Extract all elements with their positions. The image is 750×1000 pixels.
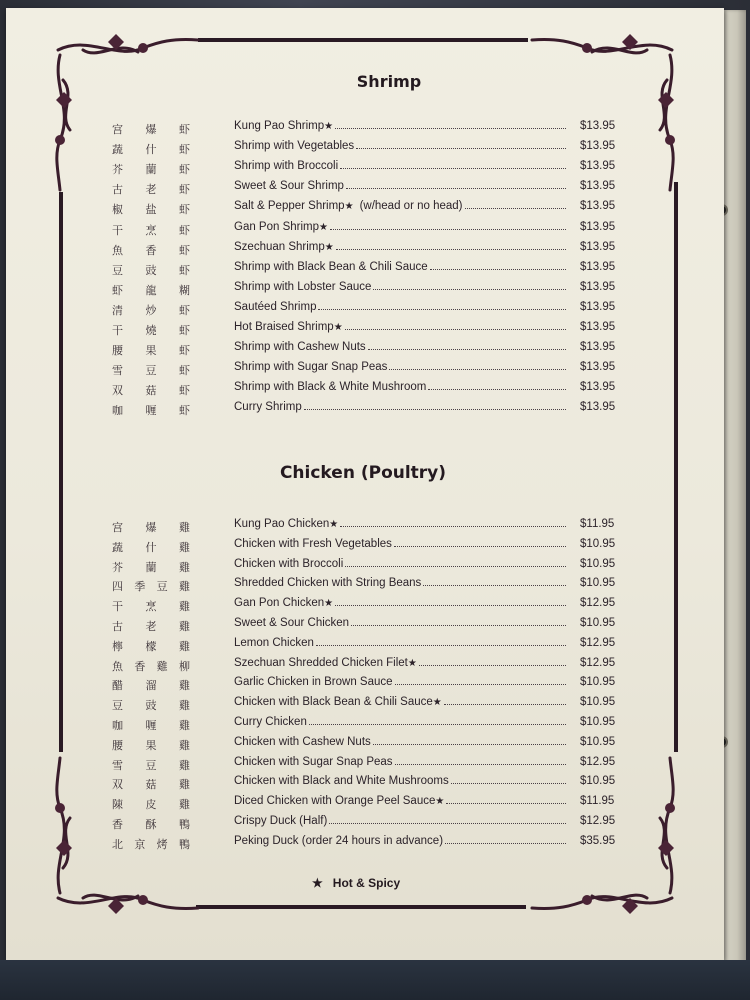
chinese-dish-name: 咖 喱 雞 <box>112 719 190 732</box>
menu-item-row <box>0 833 720 853</box>
spicy-star-icon: ★ <box>324 121 334 132</box>
dotted-leader <box>395 683 566 685</box>
dish-name: Salt & Pepper Shrimp <box>234 200 345 213</box>
dish-price: $13.95 <box>580 361 616 374</box>
dotted-leader <box>340 167 566 169</box>
dish-name: Chicken with Cashew Nuts <box>234 735 371 748</box>
dish-name-line <box>234 815 570 827</box>
dish-price: $13.95 <box>580 381 616 394</box>
dish-name: Chicken with Black and White Mushrooms <box>234 775 449 788</box>
dotted-leader <box>309 723 566 725</box>
dish-name-line <box>234 736 570 748</box>
menu-item-row <box>0 516 720 536</box>
dotted-leader <box>394 545 566 547</box>
dish-name-line <box>234 140 570 152</box>
chinese-dish-name: 干 燒 虾 <box>112 324 190 337</box>
dish-price: $12.95 <box>580 656 616 669</box>
menu-cover-bottom <box>0 960 750 1000</box>
dish-name: Shrimp with Black & White Mushroom <box>234 381 427 394</box>
dish-name: Kung Pao Shrimp <box>234 120 325 132</box>
dish-price: $13.95 <box>580 220 616 233</box>
spicy-legend-label: Hot & Spicy <box>332 876 401 890</box>
dish-name-line <box>234 637 570 649</box>
menu-item-row <box>0 635 720 655</box>
chinese-dish-name: 四 季 豆 雞 <box>112 580 190 594</box>
spicy-star-icon: ★ <box>432 697 442 709</box>
dotted-leader <box>465 207 567 209</box>
menu-item-row <box>0 754 720 774</box>
dish-name-line <box>234 120 570 132</box>
chinese-dish-name: 宫 爆 虾 <box>112 123 190 136</box>
chinese-dish-name: 魚 香 雞 柳 <box>112 659 190 673</box>
dotted-leader <box>335 127 566 129</box>
spicy-star-icon: ★ <box>324 241 334 253</box>
dotted-leader <box>444 703 566 705</box>
dish-name: Diced Chicken with Orange Peel Sauce <box>234 795 436 808</box>
spicy-star-icon: ★ <box>319 221 328 233</box>
dish-price: $12.95 <box>580 755 616 768</box>
chinese-dish-name: 魚 香 虾 <box>112 243 190 257</box>
dish-name-line <box>234 381 570 393</box>
menu-item-row <box>0 595 720 615</box>
spicy-legend <box>312 876 400 890</box>
section-title-shrimp: Shrimp <box>356 72 422 91</box>
dotted-leader <box>340 525 566 527</box>
chinese-dish-name: 蔬 什 雞 <box>112 540 190 554</box>
spicy-star-icon: ★ <box>344 201 354 213</box>
dish-name-line <box>234 756 570 768</box>
dish-price: $35.95 <box>580 834 616 847</box>
dish-name-line <box>234 538 570 550</box>
dish-name-line <box>234 401 570 413</box>
chinese-dish-name: 北 京 烤 鴨 <box>112 837 190 851</box>
menu-item-row <box>0 219 720 239</box>
dish-name: Shrimp with Lobster Sauce <box>234 280 372 293</box>
dish-name: Chicken with Sugar Snap Peas <box>234 755 393 768</box>
dish-name: Chicken with Broccoli <box>234 557 344 570</box>
dish-price: $11.95 <box>580 518 615 530</box>
dish-name-line <box>234 180 570 192</box>
dish-price: $10.95 <box>580 537 616 550</box>
chinese-dish-name: 宫 爆 雞 <box>112 521 190 534</box>
dish-name: Shrimp with Black Bean & Chili Sauce <box>234 260 428 273</box>
dish-name-line <box>234 775 570 787</box>
menu-item-row <box>0 773 720 793</box>
dish-price: $13.95 <box>580 180 616 193</box>
dish-name: Curry Shrimp <box>234 401 302 414</box>
dish-name-line <box>234 281 570 293</box>
dish-price: $10.95 <box>580 676 616 689</box>
dish-name-line <box>234 341 570 353</box>
dish-name-line <box>234 241 570 253</box>
dish-price: $13.95 <box>580 300 616 313</box>
dish-name-line <box>234 518 570 530</box>
dish-name: Lemon Chicken <box>234 636 314 649</box>
spicy-star-icon: ★ <box>312 876 323 890</box>
chinese-dish-name: 雪 豆 雞 <box>112 758 190 772</box>
dish-price: $10.95 <box>580 617 616 629</box>
dish-name-line <box>234 301 570 313</box>
menu-item-row <box>0 556 720 576</box>
dish-price: $13.95 <box>580 321 616 333</box>
menu-item-row <box>0 299 720 319</box>
dish-name-line <box>234 597 570 609</box>
menu-item-row <box>0 536 720 556</box>
page-stack-edge <box>724 10 746 970</box>
spicy-star-icon: ★ <box>407 657 417 669</box>
menu-item-row <box>0 399 720 419</box>
spicy-star-icon: ★ <box>333 322 343 333</box>
dish-price: $10.95 <box>580 775 616 788</box>
menu-item-row <box>0 138 720 158</box>
dish-price: $10.95 <box>580 735 616 748</box>
dotted-leader <box>330 228 566 230</box>
dish-price: $12.95 <box>580 597 616 610</box>
menu-item-row <box>0 198 720 218</box>
dish-name: Szechuan Shredded Chicken Filet <box>234 656 408 669</box>
dotted-leader <box>345 565 566 567</box>
chinese-dish-name: 古 老 雞 <box>112 620 190 633</box>
chinese-dish-name: 咖 喱 虾 <box>112 404 190 418</box>
dish-name-line <box>234 558 570 570</box>
dish-price: $10.95 <box>580 716 616 728</box>
dotted-leader <box>373 288 566 290</box>
chinese-dish-name: 腰 果 雞 <box>112 738 190 752</box>
spicy-star-icon: ★ <box>435 796 445 808</box>
dotted-leader <box>389 368 566 370</box>
dish-name: Sautéed Shrimp <box>234 300 317 313</box>
menu-item-row <box>0 259 720 279</box>
chinese-dish-name: 豆 豉 雞 <box>112 699 190 713</box>
dish-name: Szechuan Shrimp <box>234 240 325 253</box>
dish-price: $10.95 <box>580 577 616 590</box>
dish-price: $13.95 <box>580 401 616 414</box>
dotted-leader <box>445 842 566 844</box>
chinese-dish-name: 芥 蘭 雞 <box>112 560 190 574</box>
dish-name: Shredded Chicken with String Beans <box>234 577 422 590</box>
dish-price: $13.95 <box>580 140 616 153</box>
dish-price: $13.95 <box>580 341 616 354</box>
dish-price: $10.95 <box>580 696 616 709</box>
menu-item-row <box>0 655 720 675</box>
dish-name: Chicken with Black Bean & Chili Sauce <box>234 696 433 709</box>
dish-name-line <box>234 577 570 589</box>
dish-name: Curry Chicken <box>234 716 307 728</box>
dish-name: Gan Pon Shrimp <box>234 220 320 233</box>
dotted-leader <box>423 584 566 586</box>
chinese-dish-name: 雪 豆 虾 <box>112 364 190 378</box>
dish-price: $13.95 <box>580 120 616 132</box>
dotted-leader <box>430 268 566 270</box>
dish-name-line <box>234 321 570 333</box>
chinese-dish-name: 虾 龍 糊 <box>112 283 190 297</box>
dish-name-line <box>234 696 570 708</box>
dotted-leader <box>368 348 566 350</box>
dish-name: Peking Duck (order 24 hours in advance) <box>234 834 444 847</box>
dish-price: $12.95 <box>580 815 616 827</box>
menu-item-row <box>0 813 720 833</box>
menu-item-row <box>0 178 720 198</box>
dish-price: $13.95 <box>580 260 616 273</box>
dish-name: Sweet & Sour Chicken <box>234 617 350 629</box>
chinese-dish-name: 醋 溜 雞 <box>112 679 190 693</box>
dish-name: Crispy Duck (Half) <box>234 815 328 827</box>
chinese-dish-name: 双 菇 虾 <box>112 384 190 398</box>
chinese-dish-name: 双 菇 雞 <box>112 778 190 792</box>
dish-note: (w/head or no head) <box>359 200 463 213</box>
chinese-dish-name: 干 烹 雞 <box>112 600 190 614</box>
dotted-leader <box>373 743 566 745</box>
menu-item-row <box>0 379 720 399</box>
chinese-dish-name: 檸 檬 雞 <box>112 639 190 653</box>
dish-name: Garlic Chicken in Brown Sauce <box>234 676 393 689</box>
chinese-dish-name: 腰 果 虾 <box>112 344 190 358</box>
dish-name: Hot Braised Shrimp <box>234 321 334 333</box>
dish-name-line <box>234 261 570 273</box>
frame-bottom-rule <box>196 905 526 909</box>
dotted-leader <box>304 408 566 410</box>
dotted-leader <box>356 147 566 149</box>
dish-name: Chicken with Fresh Vegetables <box>234 537 392 550</box>
chinese-dish-name: 陳 皮 雞 <box>112 798 190 812</box>
dotted-leader <box>329 822 566 824</box>
menu-item-row <box>0 674 720 694</box>
dish-name: Shrimp with Vegetables <box>234 140 355 153</box>
dish-price: $13.95 <box>580 280 616 293</box>
dish-price: $10.95 <box>580 557 616 570</box>
chinese-dish-name: 干 烹 虾 <box>112 223 190 237</box>
menu-item-row <box>0 714 720 734</box>
chinese-dish-name: 椒 盐 虾 <box>112 203 190 217</box>
dish-price: $13.95 <box>580 200 616 213</box>
spicy-star-icon: ★ <box>329 519 339 530</box>
menu-item-row <box>0 118 720 138</box>
dish-name: Gan Pon Chicken <box>234 597 325 610</box>
menu-item-row <box>0 615 720 635</box>
dish-price: $13.95 <box>580 240 616 253</box>
dotted-leader <box>446 802 566 804</box>
chinese-dish-name: 香 酥 鴨 <box>112 818 190 831</box>
section-title-chicken: Chicken (Poultry) <box>279 463 447 483</box>
dish-price: $12.95 <box>580 636 616 649</box>
menu-item-row <box>0 734 720 754</box>
menu-item-row <box>0 339 720 359</box>
dotted-leader <box>335 604 566 606</box>
dish-name-line <box>234 361 570 373</box>
dotted-leader <box>316 644 566 646</box>
dish-price: $11.95 <box>580 795 615 808</box>
menu-item-row <box>0 359 720 379</box>
dish-name-line <box>234 676 570 688</box>
frame-top-rule <box>198 38 528 42</box>
menu-item-row <box>0 793 720 813</box>
menu-item-row <box>0 158 720 178</box>
dish-name: Shrimp with Cashew Nuts <box>234 341 366 354</box>
dotted-leader <box>428 388 566 390</box>
dish-name-line <box>234 657 570 669</box>
dish-name-line <box>234 617 570 629</box>
dish-name-line <box>234 795 570 807</box>
dish-name: Shrimp with Broccoli <box>234 160 339 173</box>
menu-item-row <box>0 575 720 595</box>
dish-name-line <box>234 200 570 212</box>
dotted-leader <box>336 248 566 250</box>
dish-name-line <box>234 160 570 172</box>
menu-item-row <box>0 239 720 259</box>
menu-item-row <box>0 319 720 339</box>
menu-item-row <box>0 279 720 299</box>
chinese-dish-name: 蔬 什 虾 <box>112 143 190 157</box>
chinese-dish-name: 清 炒 虾 <box>112 303 190 317</box>
dish-name: Shrimp with Sugar Snap Peas <box>234 361 388 374</box>
chinese-dish-name: 芥 蘭 虾 <box>112 163 190 177</box>
dotted-leader <box>451 782 566 784</box>
spicy-star-icon: ★ <box>324 598 334 610</box>
chinese-dish-name: 豆 豉 虾 <box>112 263 190 277</box>
dotted-leader <box>345 328 566 330</box>
dotted-leader <box>318 308 566 310</box>
dotted-leader <box>419 664 566 666</box>
dish-name-line <box>234 716 570 728</box>
dish-price: $13.95 <box>580 160 616 173</box>
dish-name: Kung Pao Chicken <box>234 518 330 530</box>
dish-name: Sweet & Sour Shrimp <box>234 180 344 193</box>
dotted-leader <box>346 187 566 189</box>
chinese-dish-name: 古 老 虾 <box>112 183 190 197</box>
menu-item-row <box>0 694 720 714</box>
dish-name-line <box>234 221 570 233</box>
dish-name-line <box>234 835 570 847</box>
dotted-leader <box>395 763 566 765</box>
dotted-leader <box>351 624 566 626</box>
